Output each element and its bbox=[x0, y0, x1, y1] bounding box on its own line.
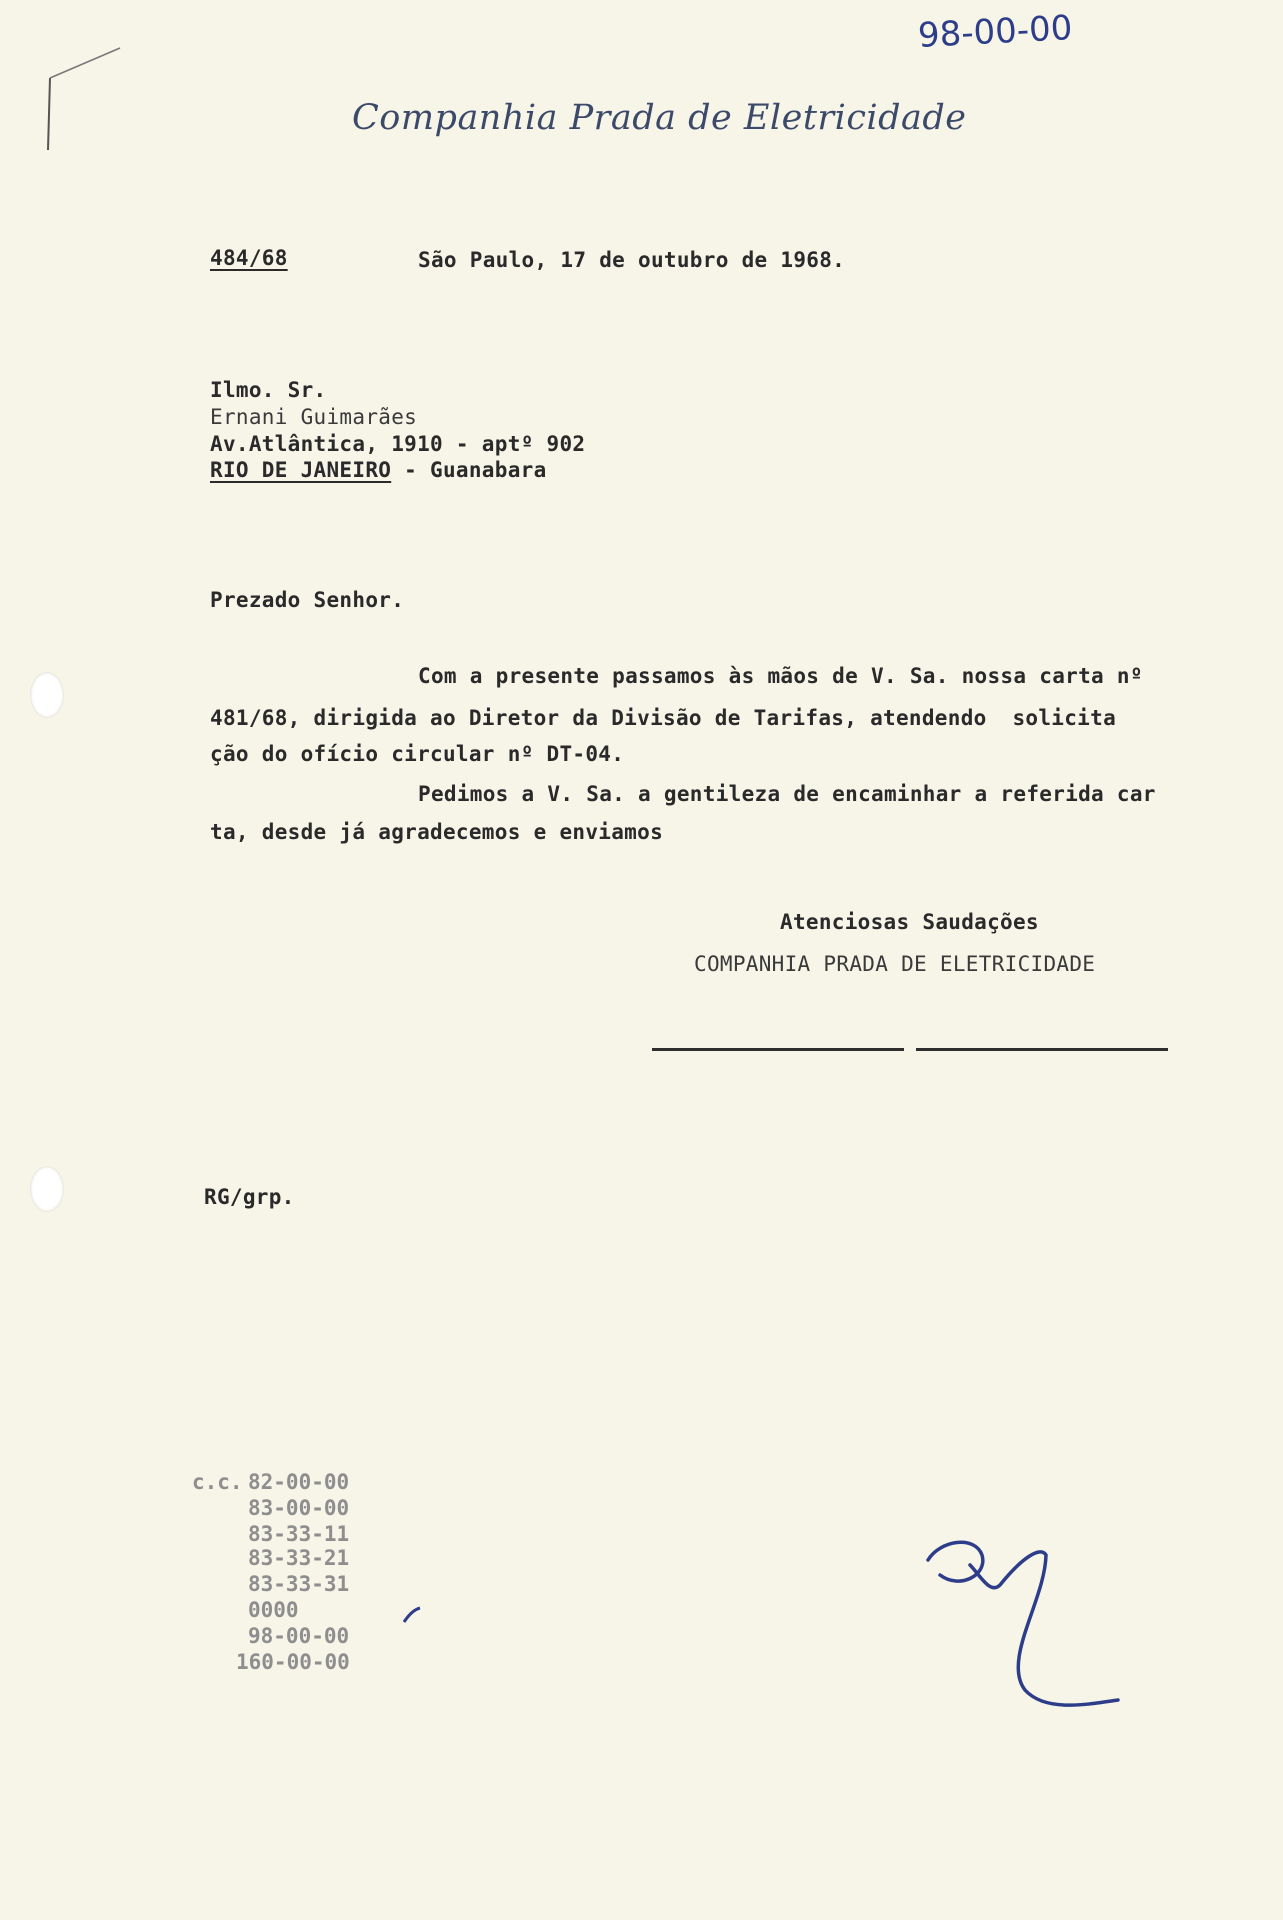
letterhead: Companhia Prada de Eletricidade bbox=[352, 98, 967, 138]
typist-initials: RG/grp. bbox=[204, 1185, 295, 1209]
place-date: São Paulo, 17 de outubro de 1968. bbox=[418, 248, 846, 272]
cc-code: 83-33-31 bbox=[248, 1572, 350, 1596]
body-line: Com a presente passamos às mãos de V. Sa. nossa carta nº bbox=[418, 664, 1143, 688]
cc-code: 83-33-11 bbox=[248, 1522, 350, 1546]
greeting: Prezado Senhor. bbox=[210, 588, 405, 612]
cc-code: 83-33-21 bbox=[248, 1546, 350, 1570]
recipient-state: - Guanabara bbox=[391, 458, 547, 482]
recipient-street: Av.Atlântica, 1910 - aptº 902 bbox=[210, 432, 586, 456]
handwritten-initial bbox=[928, 1542, 1118, 1705]
recipient-name: Ernani Guimarães bbox=[210, 405, 418, 429]
recipient-title: Ilmo. Sr. bbox=[210, 378, 327, 402]
company-signature: COMPANHIA PRADA DE ELETRICIDADE bbox=[694, 952, 1096, 976]
cc-code: 82-00-00 bbox=[248, 1470, 350, 1494]
body-line: 481/68, dirigida ao Diretor da Divisão de Tarifas, atendendo solicita bbox=[210, 706, 1117, 730]
body-line: ta, desde já agradecemos e enviamos bbox=[210, 820, 664, 844]
cc-code: 0000 bbox=[248, 1598, 299, 1622]
recipient-city: RIO DE JANEIRO bbox=[210, 458, 392, 482]
reference-number: 484/68 bbox=[210, 246, 288, 270]
handwritten-file-code: 98-00-00 bbox=[917, 7, 1074, 57]
closing: Atenciosas Saudações bbox=[780, 910, 1039, 934]
cc-label: c.c. bbox=[192, 1470, 243, 1494]
crease-mark bbox=[50, 48, 120, 78]
check-mark bbox=[404, 1608, 420, 1622]
body-line: Pedimos a V. Sa. a gentileza de encaminhar a referida car bbox=[418, 782, 1156, 806]
crease-mark bbox=[48, 78, 50, 150]
cc-code: 98-00-00 bbox=[248, 1624, 350, 1648]
cc-code: 83-00-00 bbox=[248, 1496, 350, 1520]
cc-code: 160-00-00 bbox=[236, 1650, 350, 1674]
body-line: ção do ofício circular nº DT-04. bbox=[210, 742, 625, 766]
